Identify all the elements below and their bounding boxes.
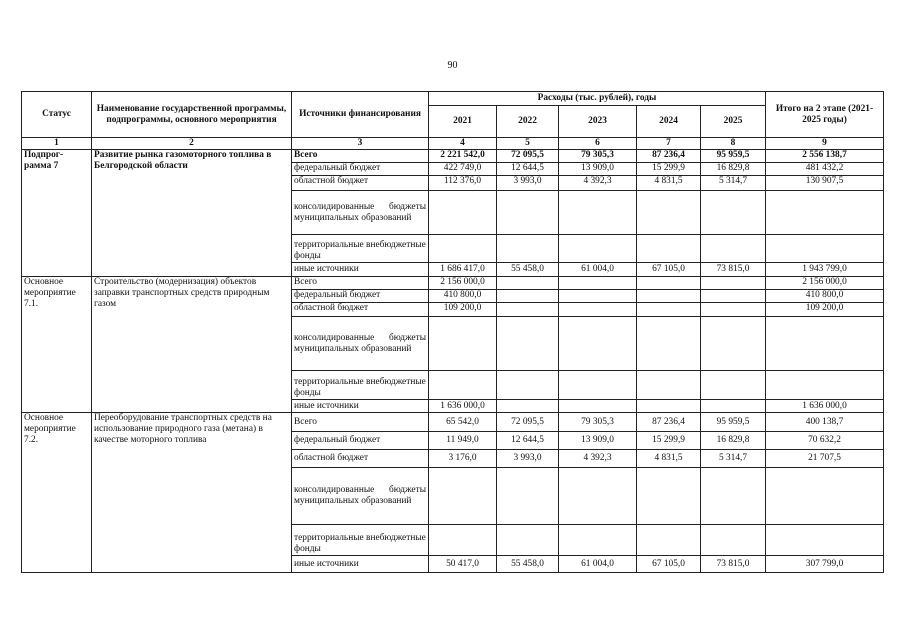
year-value-cell: 72 095,5: [497, 150, 559, 163]
year-value-cell: 2 156 000,0: [429, 277, 497, 290]
table-row: [22, 413, 884, 432]
year-value-cell: [429, 468, 497, 525]
year-value-cell: 67 105,0: [637, 263, 701, 277]
year-value-cell: [429, 191, 497, 235]
total-value-cell: [766, 371, 884, 400]
year-value-cell: [559, 468, 637, 525]
year-value-cell: [701, 191, 766, 235]
year-value-cell: 95 959,5: [701, 150, 766, 163]
funding-source-cell: иные источники: [292, 556, 429, 573]
year-value-cell: [637, 371, 701, 400]
year-value-cell: [701, 303, 766, 317]
total-value-cell: 21 707,5: [766, 450, 884, 468]
column-number: 9: [766, 138, 884, 150]
header-status: Статус: [22, 92, 92, 138]
year-value-cell: [637, 525, 701, 556]
year-value-cell: 112 376,0: [429, 176, 497, 191]
funding-source-cell: федеральный бюджет: [292, 290, 429, 303]
year-value-cell: 1 636 000,0: [429, 400, 497, 413]
year-value-cell: [701, 290, 766, 303]
funding-source-cell: федеральный бюджет: [292, 163, 429, 176]
year-value-cell: [701, 277, 766, 290]
year-value-cell: [497, 468, 559, 525]
year-value-cell: [637, 317, 701, 371]
funding-source-cell: консолидированные бюджеты муниципальных образований: [292, 317, 429, 371]
column-number: 1: [22, 138, 92, 150]
program-name-cell: Развитие рынка газомоторного топлива в Белгородской области: [92, 150, 292, 277]
funding-source-cell: Всего: [292, 150, 429, 163]
year-value-cell: [497, 317, 559, 371]
year-value-cell: [559, 303, 637, 317]
year-value-cell: [637, 468, 701, 525]
column-number: 6: [559, 138, 637, 150]
year-value-cell: 79 305,3: [559, 413, 637, 432]
year-value-cell: 16 829,8: [701, 163, 766, 176]
funding-source-cell: иные источники: [292, 400, 429, 413]
page-number: 90: [447, 60, 458, 71]
year-value-cell: 61 004,0: [559, 263, 637, 277]
funding-source-cell: областной бюджет: [292, 303, 429, 317]
total-value-cell: 130 907,5: [766, 176, 884, 191]
funding-source-cell: территориальные внебюджетные фонды: [292, 525, 429, 556]
column-number: 8: [701, 138, 766, 150]
year-value-cell: [497, 277, 559, 290]
year-value-cell: [429, 317, 497, 371]
year-value-cell: [559, 525, 637, 556]
year-value-cell: 65 542,0: [429, 413, 497, 432]
program-name-cell: Строительство (модернизация) объектов заправки транспортных средств природным газом: [92, 277, 292, 413]
year-value-cell: 3 176,0: [429, 450, 497, 468]
year-value-cell: [701, 400, 766, 413]
year-value-cell: [701, 317, 766, 371]
year-value-cell: [637, 191, 701, 235]
budget-table: [21, 91, 884, 573]
year-value-cell: [497, 303, 559, 317]
year-value-cell: 11 949,0: [429, 432, 497, 450]
year-value-cell: [559, 400, 637, 413]
year-value-cell: [497, 371, 559, 400]
year-value-cell: 4 831,5: [637, 450, 701, 468]
table-row: [22, 150, 884, 163]
year-value-cell: [701, 468, 766, 525]
funding-source-cell: территориальные внебюджетные фонды: [292, 235, 429, 263]
total-value-cell: 2 156 000,0: [766, 277, 884, 290]
total-value-cell: 70 632,2: [766, 432, 884, 450]
year-value-cell: [497, 191, 559, 235]
year-value-cell: [701, 525, 766, 556]
year-value-cell: [637, 290, 701, 303]
year-value-cell: [637, 235, 701, 263]
year-value-cell: 109 200,0: [429, 303, 497, 317]
total-value-cell: [766, 317, 884, 371]
header-year: 2024: [637, 106, 701, 138]
funding-source-cell: Всего: [292, 277, 429, 290]
year-value-cell: 50 417,0: [429, 556, 497, 573]
year-value-cell: 72 095,5: [497, 413, 559, 432]
status-cell: Основное мероприятие 7.1.: [22, 277, 92, 413]
total-value-cell: 1 943 799,0: [766, 263, 884, 277]
funding-source-cell: территориальные внебюджетные фонды: [292, 371, 429, 400]
year-value-cell: [637, 303, 701, 317]
header-year: 2023: [559, 106, 637, 138]
funding-source-cell: Всего: [292, 413, 429, 432]
total-value-cell: [766, 468, 884, 525]
year-value-cell: [429, 235, 497, 263]
year-value-cell: 15 299,9: [637, 432, 701, 450]
table-row: [22, 277, 884, 290]
total-value-cell: [766, 191, 884, 235]
status-cell: Подпрог-рамма 7: [22, 150, 92, 277]
year-value-cell: 12 644,5: [497, 432, 559, 450]
year-value-cell: 3 993,0: [497, 450, 559, 468]
year-value-cell: [559, 191, 637, 235]
year-value-cell: 61 004,0: [559, 556, 637, 573]
year-value-cell: 4 392,3: [559, 450, 637, 468]
year-value-cell: 3 993,0: [497, 176, 559, 191]
year-value-cell: 12 644,5: [497, 163, 559, 176]
year-value-cell: [497, 235, 559, 263]
year-value-cell: [701, 371, 766, 400]
total-value-cell: 481 432,2: [766, 163, 884, 176]
column-number: 5: [497, 138, 559, 150]
year-value-cell: [429, 525, 497, 556]
year-value-cell: 16 829,8: [701, 432, 766, 450]
year-value-cell: 67 105,0: [637, 556, 701, 573]
column-number: 7: [637, 138, 701, 150]
funding-source-cell: консолидированные бюджеты муниципальных образований: [292, 468, 429, 525]
header-name: Наименование государственной программы, подпрограммы, основного мероприятия: [92, 92, 292, 138]
header-expenses: Расходы (тыс. рублей), годы: [429, 92, 766, 106]
year-value-cell: 5 314,7: [701, 176, 766, 191]
year-value-cell: [559, 290, 637, 303]
header-sources: Источники финансирования: [292, 92, 429, 138]
year-value-cell: [497, 290, 559, 303]
year-value-cell: [559, 317, 637, 371]
total-value-cell: [766, 235, 884, 263]
year-value-cell: 13 909,0: [559, 432, 637, 450]
status-cell: Основное мероприятие 7.2.: [22, 413, 92, 573]
year-value-cell: 55 458,0: [497, 263, 559, 277]
header-year: 2025: [701, 106, 766, 138]
year-value-cell: [497, 400, 559, 413]
funding-source-cell: иные источники: [292, 263, 429, 277]
funding-source-cell: федеральный бюджет: [292, 432, 429, 450]
total-value-cell: 307 799,0: [766, 556, 884, 573]
column-number: 2: [92, 138, 292, 150]
header-total: Итого на 2 этапе (2021-2025 годы): [766, 92, 884, 138]
total-value-cell: 400 138,7: [766, 413, 884, 432]
year-value-cell: 4 392,3: [559, 176, 637, 191]
year-value-cell: 2 221 542,0: [429, 150, 497, 163]
year-value-cell: 15 299,9: [637, 163, 701, 176]
total-value-cell: 1 636 000,0: [766, 400, 884, 413]
total-value-cell: 109 200,0: [766, 303, 884, 317]
total-value-cell: 2 556 138,7: [766, 150, 884, 163]
funding-source-cell: консолидированные бюджеты муниципальных образований: [292, 191, 429, 235]
year-value-cell: [637, 400, 701, 413]
year-value-cell: [637, 277, 701, 290]
year-value-cell: 422 749,0: [429, 163, 497, 176]
year-value-cell: 73 815,0: [701, 556, 766, 573]
year-value-cell: [701, 235, 766, 263]
year-value-cell: 410 800,0: [429, 290, 497, 303]
year-value-cell: [559, 371, 637, 400]
header-year: 2021: [429, 106, 497, 138]
total-value-cell: [766, 525, 884, 556]
funding-source-cell: областной бюджет: [292, 450, 429, 468]
year-value-cell: 4 831,5: [637, 176, 701, 191]
funding-source-cell: областной бюджет: [292, 176, 429, 191]
total-value-cell: 410 800,0: [766, 290, 884, 303]
year-value-cell: 55 458,0: [497, 556, 559, 573]
column-numbers-row: [22, 138, 884, 150]
year-value-cell: 79 305,3: [559, 150, 637, 163]
year-value-cell: 5 314,7: [701, 450, 766, 468]
year-value-cell: 95 959,5: [701, 413, 766, 432]
year-value-cell: 1 686 417,0: [429, 263, 497, 277]
column-number: 4: [429, 138, 497, 150]
year-value-cell: [559, 277, 637, 290]
column-number: 3: [292, 138, 429, 150]
header-year: 2022: [497, 106, 559, 138]
year-value-cell: [559, 235, 637, 263]
year-value-cell: 87 236,4: [637, 150, 701, 163]
year-value-cell: [497, 525, 559, 556]
year-value-cell: [429, 371, 497, 400]
year-value-cell: 73 815,0: [701, 263, 766, 277]
program-name-cell: Переоборудование транспортных средств на использование природного газа (метана) в качестве моторного топлива: [92, 413, 292, 573]
year-value-cell: 13 909,0: [559, 163, 637, 176]
year-value-cell: 87 236,4: [637, 413, 701, 432]
